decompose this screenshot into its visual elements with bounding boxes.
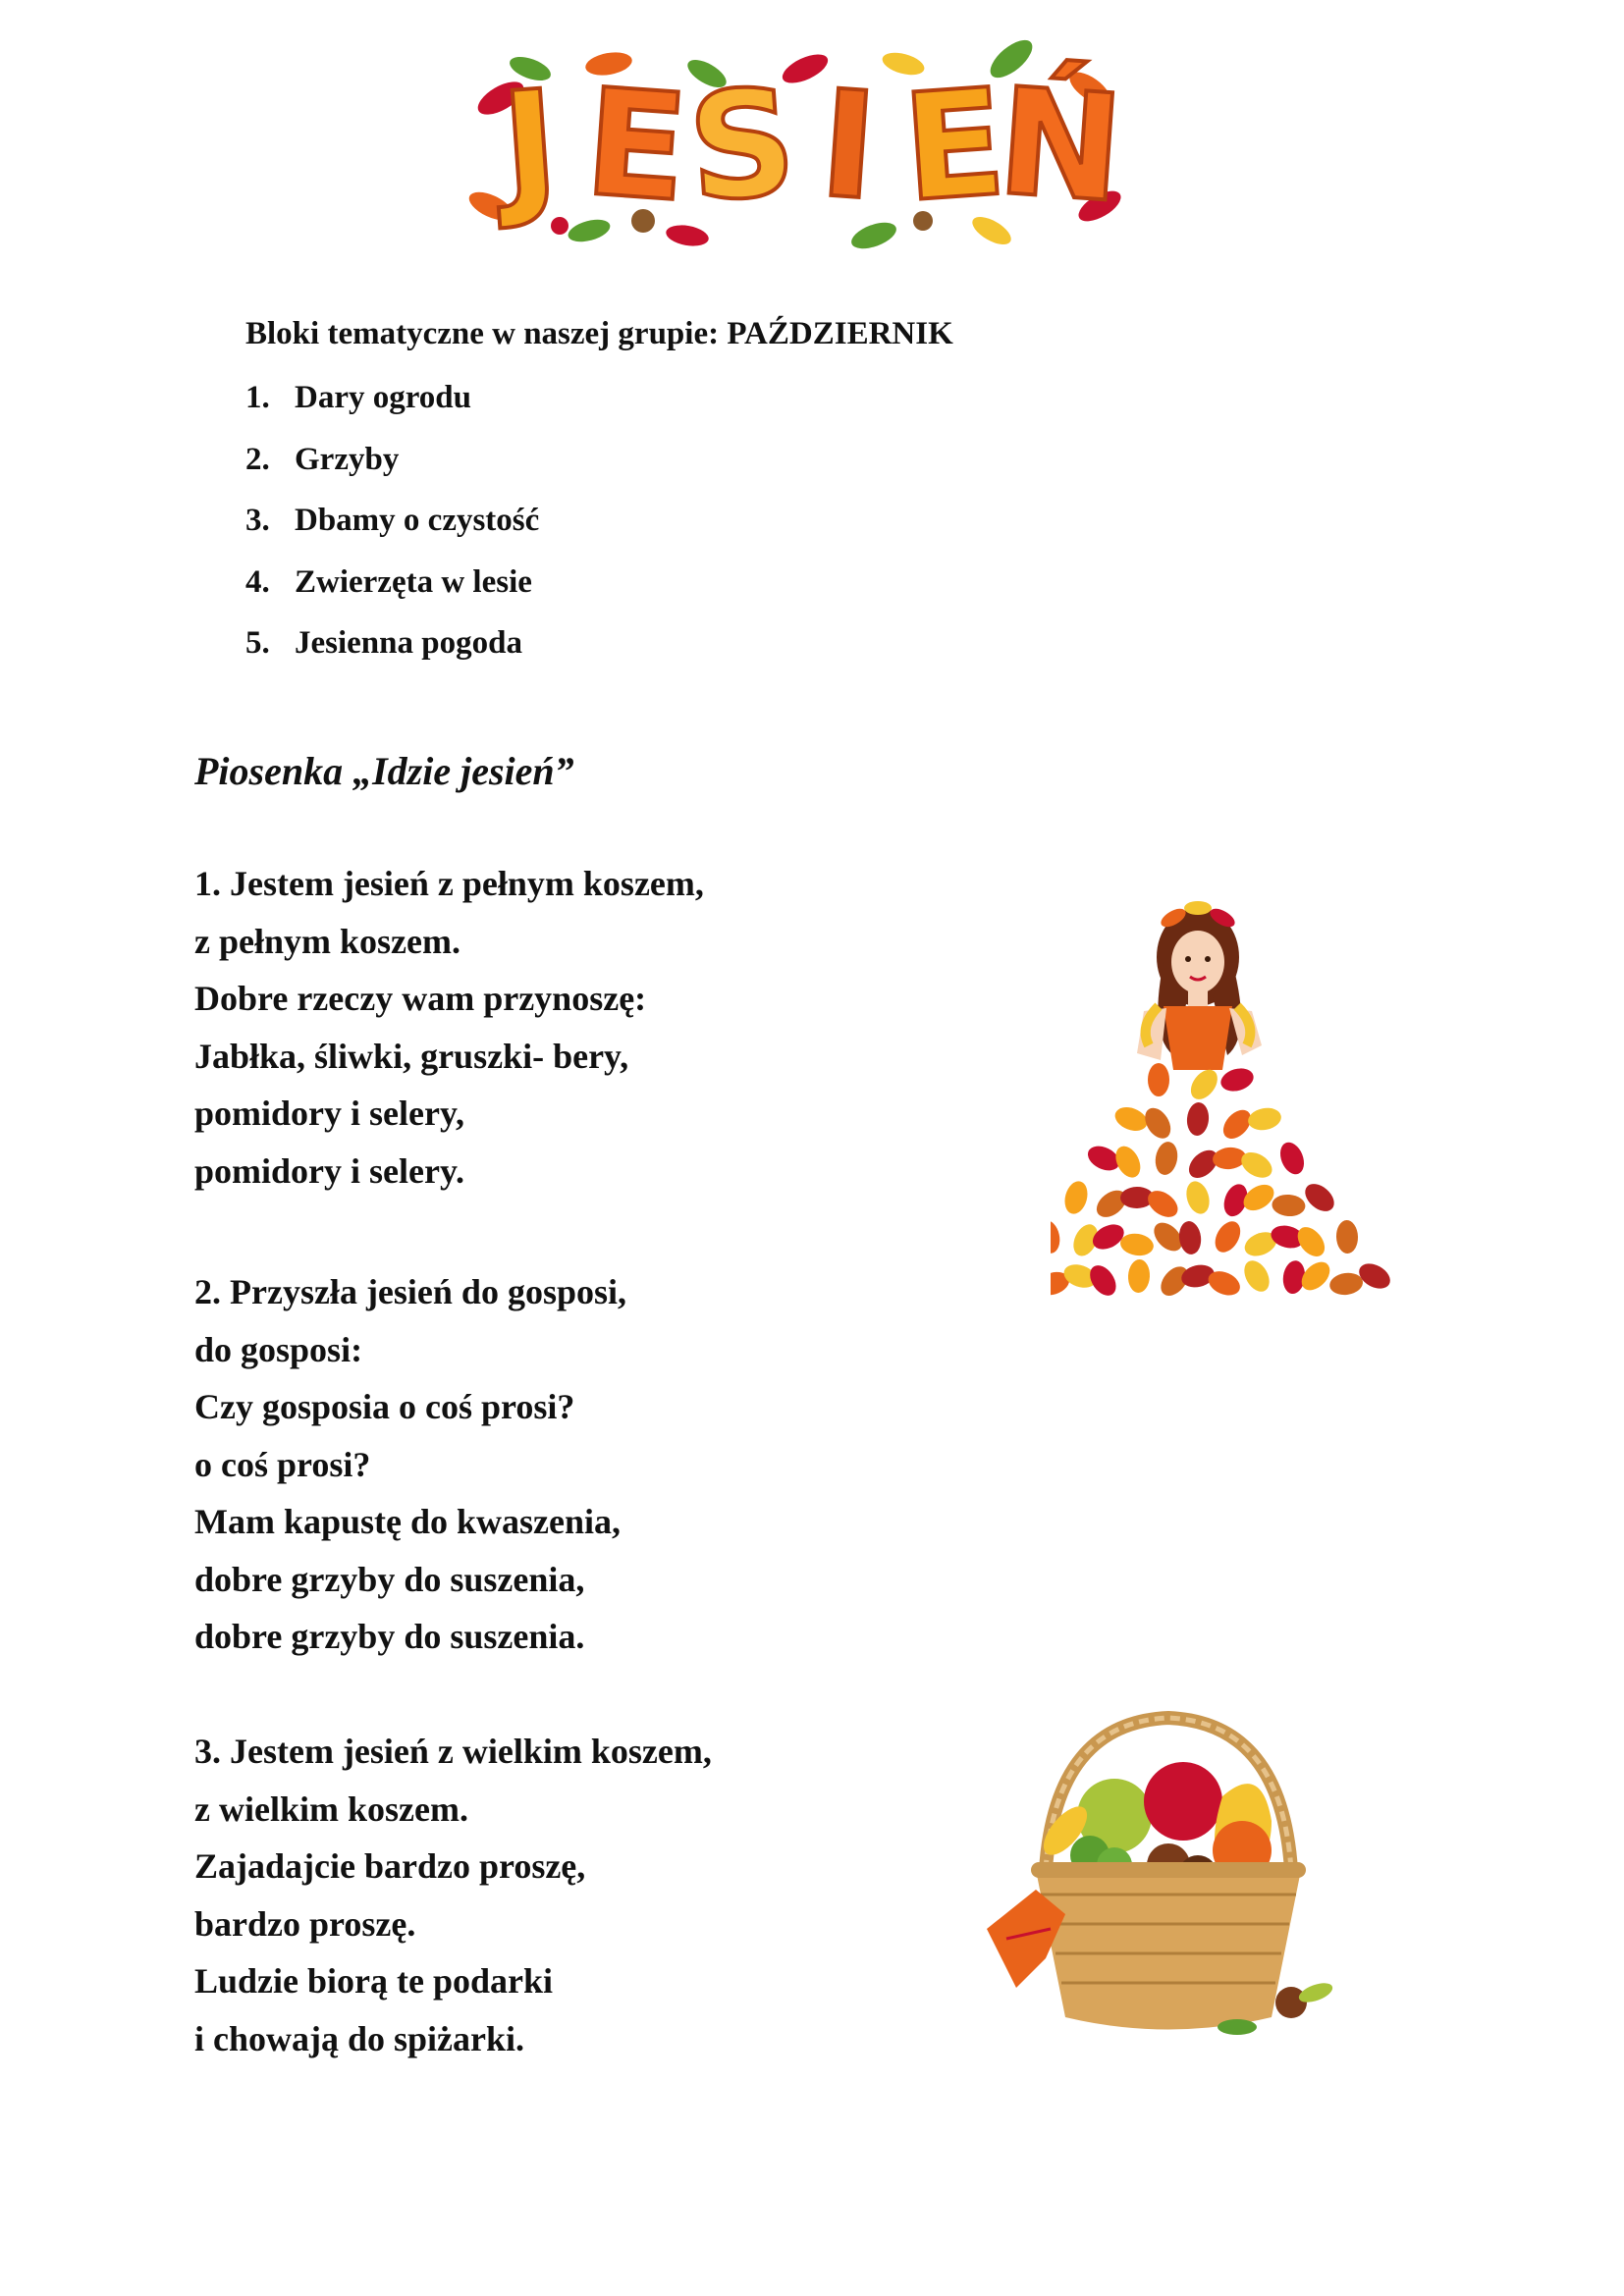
topic-label: Jesienna pogoda — [295, 625, 522, 661]
verse-line: z wielkim koszem. — [194, 1789, 468, 1829]
banner-letter: E — [897, 57, 1011, 236]
verse-line: dobre grzyby do suszenia. — [194, 1617, 585, 1656]
topic-number: 3. — [245, 503, 270, 538]
topic-number: 4. — [245, 563, 270, 600]
topic-item — [245, 623, 539, 685]
topic-number: 5. — [245, 625, 270, 661]
topic-label: Grzyby — [295, 441, 400, 477]
banner-letter: E — [579, 57, 693, 236]
skirt-leaf — [1185, 1065, 1222, 1104]
skirt-leaf — [1153, 1140, 1180, 1176]
verse-line: Mam kapustę do kwaszenia, — [194, 1502, 622, 1541]
skirt-leaf — [1210, 1217, 1245, 1256]
song-verse-3 — [194, 1730, 712, 2074]
topics-header: Bloki tematyczne w naszej grupie: PAŹDZIERNIK — [245, 316, 953, 351]
verse-line: pomidory i selery, — [194, 1094, 464, 1133]
verse-line: 3. Jestem jesień z wielkim koszem, — [194, 1732, 712, 1771]
jesien-title-banner — [461, 39, 1129, 255]
skirt-leaf — [1127, 1258, 1151, 1293]
topic-label: Zwierzęta w lesie — [295, 563, 532, 600]
topic-label: Dbamy o czystość — [295, 503, 540, 538]
banner-letter: J — [497, 59, 564, 234]
verse-line: pomidory i selery. — [194, 1150, 464, 1191]
verse-line: 1. Jestem jesień z pełnym koszem, — [194, 864, 704, 903]
jesien-banner-graphic — [461, 39, 1129, 255]
skirt-leaf — [1239, 1180, 1278, 1216]
banner-letter: S — [682, 57, 801, 236]
skirt-leaf — [1272, 1194, 1306, 1217]
leaf-skirt — [1051, 1063, 1394, 1301]
verse-line: z pełnym koszem. — [194, 921, 460, 961]
skirt-leaf — [1148, 1063, 1169, 1096]
song-title: Piosenka „Idzie jesień” — [194, 749, 574, 793]
skirt-leaf — [1177, 1220, 1203, 1255]
topic-item — [245, 378, 539, 440]
song-verse-1 — [194, 862, 704, 1206]
autumn-lady-illustration — [1051, 888, 1394, 1310]
skirt-leaf — [1275, 1139, 1308, 1178]
skirt-leaf — [1335, 1220, 1358, 1255]
autumn-lady-icon — [1051, 888, 1394, 1310]
skirt-leaf — [1300, 1179, 1339, 1217]
skirt-leaf — [1186, 1101, 1211, 1137]
song-verse-2 — [194, 1270, 626, 1673]
topics-list — [245, 378, 539, 685]
verse-line: bardzo proszę. — [194, 1903, 416, 1944]
verse-line: i chowają do spiżarki. — [194, 2018, 525, 2058]
skirt-leaf — [1051, 1218, 1062, 1255]
topic-number: 1. — [245, 380, 270, 415]
skirt-leaf — [1218, 1065, 1257, 1095]
skirt-leaf — [1246, 1105, 1283, 1133]
topic-item — [245, 440, 539, 502]
topic-label: Dary ogrodu — [295, 380, 471, 415]
skirt-leaf — [1239, 1256, 1274, 1296]
skirt-leaf — [1089, 1219, 1128, 1254]
topic-number: 2. — [245, 441, 270, 477]
skirt-leaf — [1118, 1231, 1155, 1257]
fruit-basket-illustration — [977, 1703, 1345, 2042]
skirt-leaf — [1183, 1179, 1214, 1217]
banner-letter: I — [815, 59, 882, 234]
verse-line: Dobre rzeczy wam przynoszę: — [194, 979, 647, 1018]
verse-line: Ludzie biorą te podarki — [194, 1961, 554, 2001]
verse-line: Czy gosposia o coś prosi? — [194, 1387, 575, 1426]
skirt-leaf — [1355, 1258, 1394, 1294]
skirt-leaf — [1061, 1179, 1091, 1217]
verse-line: 2. Przyszła jesień do gosposi, — [194, 1272, 626, 1311]
skirt-leaf — [1328, 1271, 1365, 1298]
topic-item — [245, 501, 539, 562]
fruit-basket-icon — [977, 1703, 1345, 2042]
verse-line: Jabłka, śliwki, gruszki- bery, — [194, 1036, 629, 1076]
verse-line: Zajadajcie bardzo proszę, — [194, 1846, 586, 1886]
verse-line: o coś prosi? — [194, 1444, 371, 1484]
topic-item — [245, 562, 539, 624]
skirt-leaf — [1111, 1103, 1151, 1136]
banner-letter: Ń — [993, 56, 1128, 237]
verse-line: do gosposi: — [194, 1329, 363, 1369]
verse-line: dobre grzyby do suszenia, — [194, 1559, 585, 1599]
banner-letters — [488, 56, 1128, 236]
